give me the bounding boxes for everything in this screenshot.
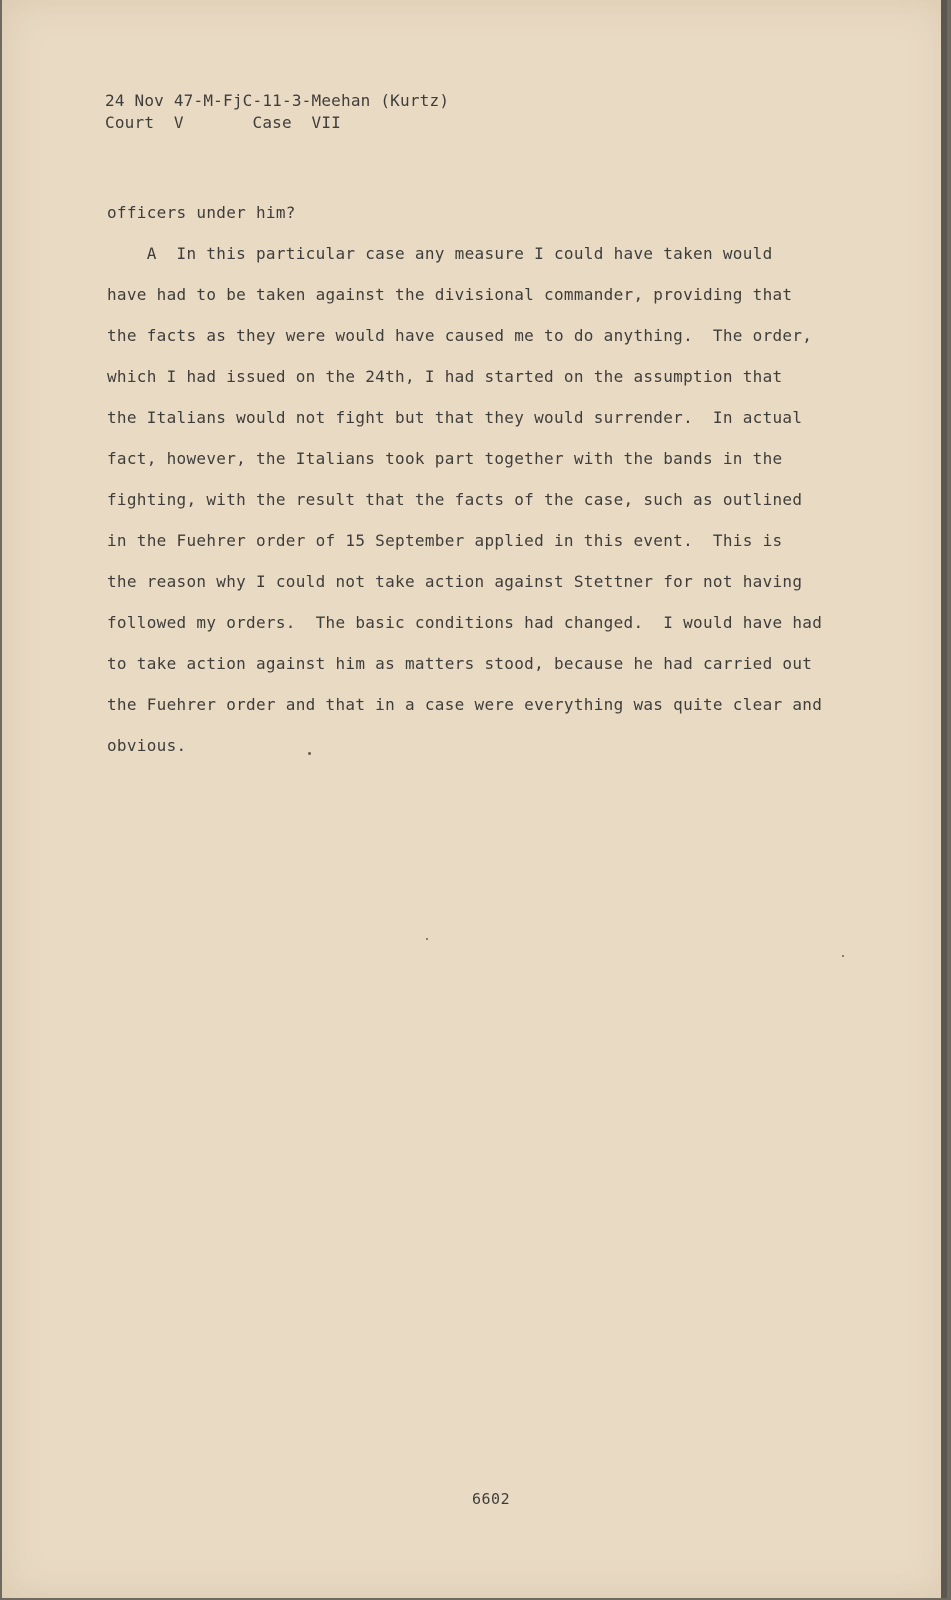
page-number: 6602: [472, 1490, 511, 1508]
body-line: which I had issued on the 24th, I had started on the assumption that: [107, 367, 783, 386]
body-line: the Italians would not fight but that they would surrender. In actual: [107, 408, 803, 427]
header-line-1: 24 Nov 47-M-FjC-11-3-Meehan (Kurtz): [105, 91, 450, 110]
body-line: A In this particular case any measure I could have taken would: [107, 244, 773, 263]
header-line-2: Court V Case VII: [105, 113, 341, 132]
body-line: to take action against him as matters stood, because he had carried out: [107, 654, 813, 673]
paper-speck: [308, 752, 311, 755]
document-header: [105, 90, 449, 134]
body-line: followed my orders. The basic conditions had changed. I would have had: [107, 613, 823, 632]
body-line: officers under him?: [107, 203, 296, 222]
body-line: the Fuehrer order and that in a case were everything was quite clear and: [107, 695, 823, 714]
body-line: have had to be taken against the divisional commander, providing that: [107, 285, 793, 304]
paper-speck: [842, 955, 844, 957]
body-line: in the Fuehrer order of 15 September applied in this event. This is: [107, 531, 783, 550]
page-edge: [941, 0, 947, 1598]
document-page: [2, 0, 947, 1598]
testimony-body: [107, 192, 867, 766]
body-line: the facts as they were would have caused me to do anything. The order,: [107, 326, 813, 345]
body-line: fact, however, the Italians took part together with the bands in the: [107, 449, 783, 468]
body-line: obvious.: [107, 736, 187, 755]
paper-speck: [426, 938, 428, 940]
body-line: the reason why I could not take action against Stettner for not having: [107, 572, 803, 591]
body-line: fighting, with the result that the facts of the case, such as outlined: [107, 490, 803, 509]
